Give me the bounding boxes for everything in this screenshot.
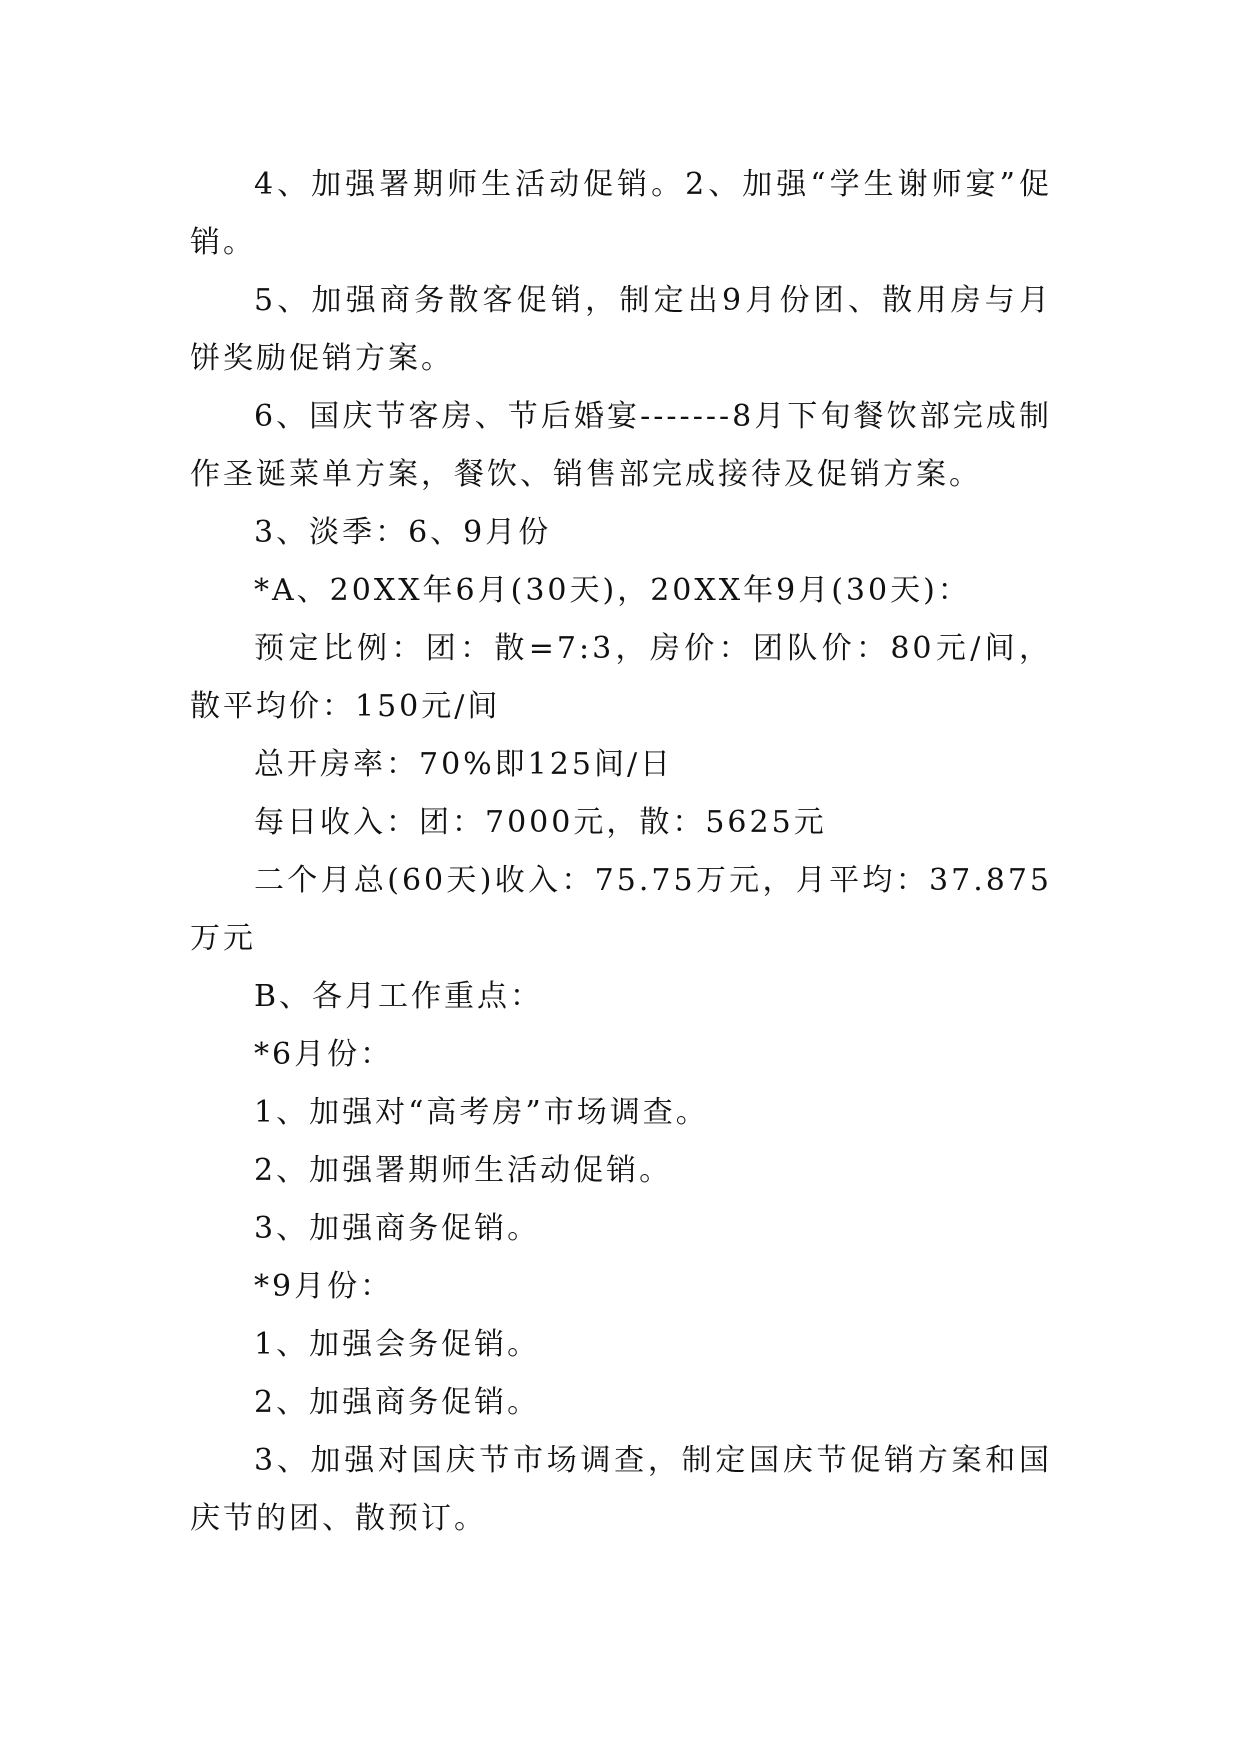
paragraph: 6、国庆节客房、节后婚宴-------8月下旬餐饮部完成制作圣诞菜单方案，餐饮、销售部完成接待及促销方案。 — [190, 399, 1052, 492]
paragraph: 3、加强商务促销。 — [254, 1211, 541, 1246]
paragraph: 总开房率：70%即125间/日 — [254, 747, 674, 782]
paragraph: 二个月总(60天)收入：75.75万元，月平均：37.875万元 — [190, 863, 1052, 956]
paragraph: *9月份： — [254, 1269, 394, 1304]
paragraph: B、各月工作重点： — [254, 979, 544, 1014]
document-body — [190, 156, 1052, 1548]
paragraph: 预定比例：团：散=7:3，房价：团队价：80元/间，散平均价：150元/间 — [190, 631, 1052, 724]
paragraph: 2、加强署期师生活动促销。 — [254, 1153, 673, 1188]
paragraph: 1、加强会务促销。 — [254, 1327, 541, 1362]
paragraph: 4、加强署期师生活动促销。2、加强“学生谢师宴”促销。 — [190, 167, 1052, 260]
paragraph: 2、加强商务促销。 — [254, 1385, 541, 1420]
paragraph: 3、加强对国庆节市场调查，制定国庆节促销方案和国庆节的团、散预订。 — [190, 1443, 1052, 1536]
paragraph: 5、加强商务散客促销，制定出9月份团、散用房与月饼奖励促销方案。 — [190, 283, 1052, 376]
paragraph: 3、淡季：6、9月份 — [254, 515, 552, 550]
paragraph: *6月份： — [254, 1037, 394, 1072]
paragraph: 每日收入：团：7000元，散：5625元 — [254, 805, 827, 840]
paragraph: *A、20XX年6月(30天)，20XX年9月(30天)： — [254, 573, 971, 608]
paragraph: 1、加强对“高考房”市场调查。 — [254, 1095, 709, 1130]
